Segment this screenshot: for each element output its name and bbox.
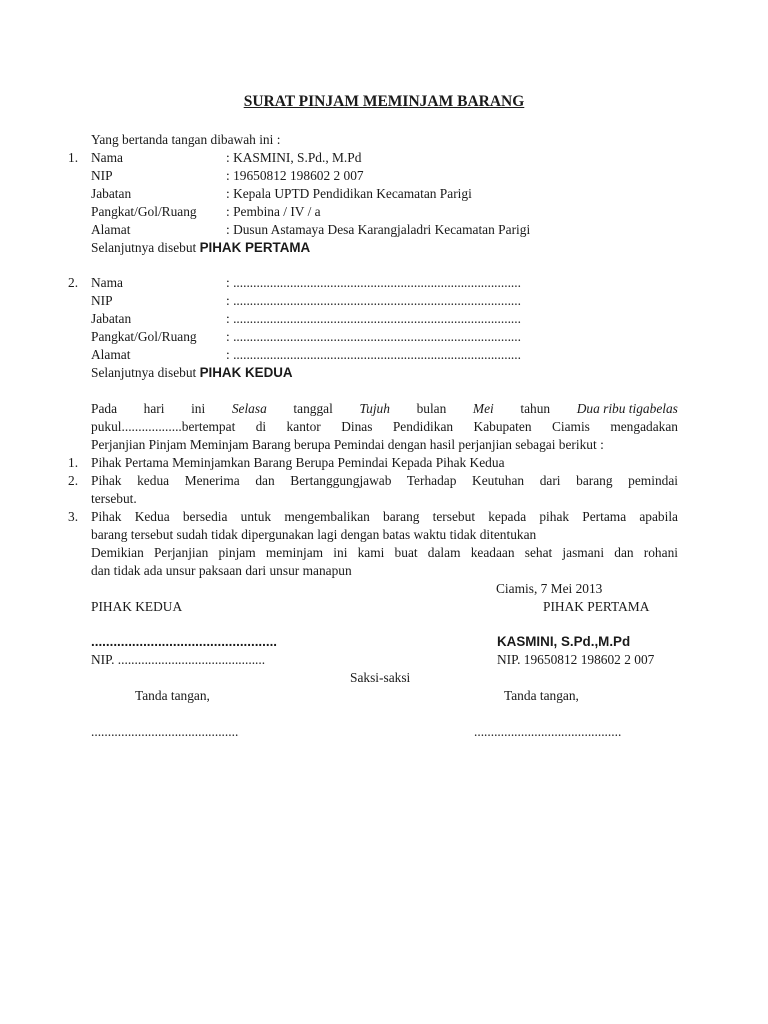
party1-value-pangkat: : Pembina / IV / a bbox=[226, 204, 321, 219]
party2-number: 2. bbox=[68, 275, 79, 290]
party2-designation-name: PIHAK KEDUA bbox=[199, 365, 293, 380]
sign-left-nip: NIP. ............................................ bbox=[91, 652, 266, 667]
term-2-number: 2. bbox=[68, 473, 79, 488]
sign-right-name: KASMINI, S.Pd.,M.Pd bbox=[497, 634, 631, 649]
closing-line-2: dan tidak ada unsur paksaan dari unsur manapun bbox=[91, 563, 352, 578]
party1-label-alamat: Alamat bbox=[91, 222, 131, 237]
term-2-text-line-2: tersebut. bbox=[91, 491, 137, 506]
agreement-word: ini bbox=[191, 401, 206, 416]
witness-left-signature-line: ............................................ bbox=[91, 724, 239, 739]
agreement-word: Pada bbox=[91, 401, 118, 416]
party2-value-pangkat: : ...................................................................................... bbox=[226, 329, 521, 344]
term-2-text-line-1: Pihak kedua Menerima dan Bertanggungjawab Terhadap Keutuhan dari barang pemindai bbox=[91, 473, 678, 488]
party1-number: 1. bbox=[68, 150, 79, 165]
term-3-number: 3. bbox=[68, 509, 79, 524]
agreement-line-3: Perjanjian Pinjam Meminjam Barang berupa Pemindai dengan hasil perjanjian sebagai berikut : bbox=[91, 437, 604, 452]
sign-right-nip: NIP. 19650812 198602 2 007 bbox=[497, 652, 655, 667]
party2-value-nama: : ...................................................................................... bbox=[226, 275, 521, 290]
agreement-month: Mei bbox=[472, 401, 494, 416]
party1-value-nama: : KASMINI, S.Pd., M.Pd bbox=[226, 150, 362, 165]
sign-left-name: .................................................. bbox=[91, 634, 278, 649]
party1-designation-name: PIHAK PERTAMA bbox=[199, 240, 311, 255]
agreement-word: tahun bbox=[520, 401, 551, 416]
party1-label-nip: NIP bbox=[91, 168, 113, 183]
document-title: SURAT PINJAM MEMINJAM BARANG bbox=[243, 93, 525, 110]
agreement-day: Selasa bbox=[231, 401, 267, 416]
sign-right-title: PIHAK PERTAMA bbox=[543, 599, 650, 614]
party2-label-nama: Nama bbox=[91, 275, 123, 290]
agreement-word: hari bbox=[143, 401, 165, 416]
term-1-number: 1. bbox=[68, 455, 79, 470]
party2-label-nip: NIP bbox=[91, 293, 113, 308]
witness-title: Saksi-saksi bbox=[350, 670, 411, 685]
witness-right-signature-line: ............................................ bbox=[474, 724, 622, 739]
party1-label-nama: Nama bbox=[91, 150, 123, 165]
party1-value-nip: : 19650812 198602 2 007 bbox=[226, 168, 364, 183]
term-3-text-line-2: barang tersebut sudah tidak dipergunakan lagi dengan batas waktu tidak ditentukan bbox=[91, 527, 537, 542]
party1-designation bbox=[91, 239, 310, 257]
sign-left-title: PIHAK KEDUA bbox=[91, 599, 183, 614]
party2-label-alamat: Alamat bbox=[91, 347, 131, 362]
party2-label-pangkat: Pangkat/Gol/Ruang bbox=[91, 329, 197, 344]
party1-value-alamat: : Dusun Astamaya Desa Karangjaladri Kecamatan Parigi bbox=[226, 222, 531, 237]
term-3-text-line-1: Pihak Kedua bersedia untuk mengembalikan barang tersebut kepada pihak Pertama apabila bbox=[91, 509, 678, 524]
party1-label-pangkat: Pangkat/Gol/Ruang bbox=[91, 204, 197, 219]
term-1-text: Pihak Pertama Meminjamkan Barang Berupa Pemindai Kepada Pihak Kedua bbox=[91, 455, 505, 470]
intro-text: Yang bertanda tangan dibawah ini : bbox=[91, 132, 281, 147]
witness-right-label: Tanda tangan, bbox=[504, 688, 579, 703]
agreement-date: Tujuh bbox=[359, 401, 390, 416]
party1-designation-prefix: Selanjutnya disebut bbox=[91, 240, 200, 255]
agreement-line-2: pukul..................bertempat di kantor Dinas Pendidikan Kabupaten Ciamis mengadakan bbox=[91, 419, 678, 434]
witness-left-label: Tanda tangan, bbox=[135, 688, 210, 703]
party2-designation bbox=[91, 364, 293, 382]
party2-value-alamat: : ...................................................................................... bbox=[226, 347, 521, 362]
place-date: Ciamis, 7 Mei 2013 bbox=[496, 581, 603, 596]
party1-label-jabatan: Jabatan bbox=[91, 186, 132, 201]
closing-line-1: Demikian Perjanjian pinjam meminjam ini kami buat dalam keadaan sehat jasmani dan rohani bbox=[91, 545, 678, 560]
agreement-word: tanggal bbox=[293, 401, 333, 416]
party2-designation-prefix: Selanjutnya disebut bbox=[91, 365, 200, 380]
party2-label-jabatan: Jabatan bbox=[91, 311, 132, 326]
agreement-word: bulan bbox=[416, 401, 447, 416]
party1-value-jabatan: : Kepala UPTD Pendidikan Kecamatan Parigi bbox=[226, 186, 472, 201]
party2-value-nip: : ...................................................................................... bbox=[226, 293, 521, 308]
agreement-line-1 bbox=[91, 400, 678, 418]
party2-value-jabatan: : ...................................................................................... bbox=[226, 311, 521, 326]
agreement-year: Dua ribu tigabelas bbox=[576, 401, 678, 416]
